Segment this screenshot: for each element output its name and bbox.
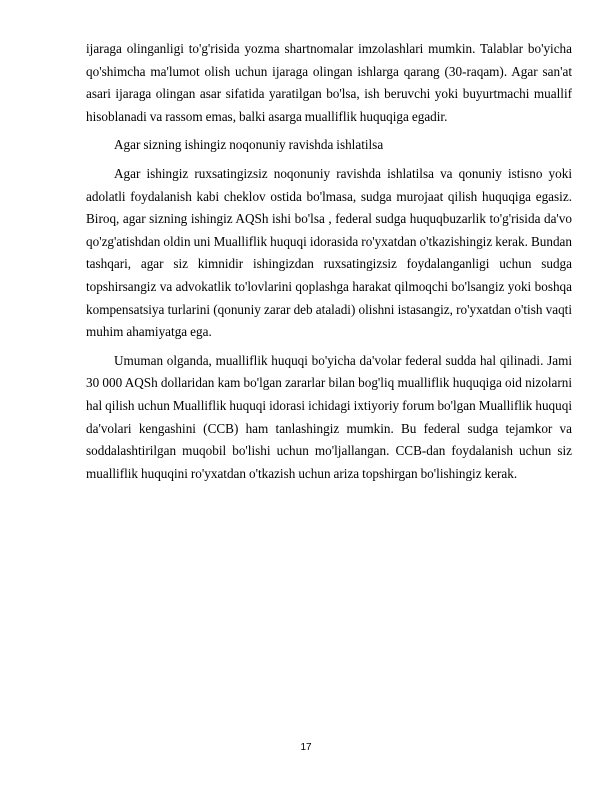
paragraph-4: Umuman olganda, mualliflik huquqi bo'yicha da'volar federal sudda hal qilinadi. Jami 30 000 AQSh dollaridan kam bo'lgan zararlar bilan bog'liq mualliflik huquqiga oid nizolarni hal qilish uchun Mualliflik huquqi idorasi ichidagi ixtiyoriy forum bo'lgan Mualliflik huquqi da'volari kengashini (CCB) ham tanlashingiz mumkin. Bu federal sudga tejamkor va soddalashtirilgan muqobil bo'lishi uchun mo'ljallangan. CCB-dan foydalanish uchun siz mualliflik huquqini ro'yxatdan o'tkazish uchun ariza topshirgan bo'lishingiz kerak. [86, 352, 572, 481]
paragraph-1: ijaraga olinganligi to'g'risida yozma shartnomalar imzolashlari mumkin. Talablar bo'yicha qo'shimcha ma'lumot olish uchun ijaraga olingan ishlarga qarang (30-raqam). Agar san'at asari ijaraga olingan asar sifatida yaratilgan bo'lsa, ish beruvchi yoki buyurtmachi muallif hisoblanadi va rassom emas, balki asarga mualliflik huquqiga egadir. [86, 41, 572, 124]
section-heading: Agar sizning ishingiz noqonuniy ravishda ishlatilsa [114, 137, 384, 153]
page-number: 17 [300, 742, 312, 753]
page-body [86, 38, 572, 491]
paragraph-3: Agar ishingiz ruxsatingizsiz noqonuniy ravishda ishlatilsa va qonuniy istisno yoki adolatli foydalanish kabi cheklov ostida bo'lmasa, sudga murojaat qilish huquqiga egasiz. Biroq, agar sizning ishingiz AQSh ishi bo'lsa , federal sudga huquqbuzarlik to'g'risida da'vo qo'zg'atishdan oldin uni Mualliflik huquqi idorasida ro'yxatdan o'tkazishingiz kerak. Bundan tashqari, agar siz kimnidir ishingizdan ruxsatingizsiz foydalanganligi uchun sudga topshirsangiz va advokatlik to'lovlarini qoplashga harakat qilmoqchi bo'lsangiz yoki boshqa kompensatsiya turlarini (qonuniy zarar deb ataladi) olishni istasangiz, ro'yxatdan o'tish vaqti muhim ahamiyatga ega. [86, 165, 572, 340]
